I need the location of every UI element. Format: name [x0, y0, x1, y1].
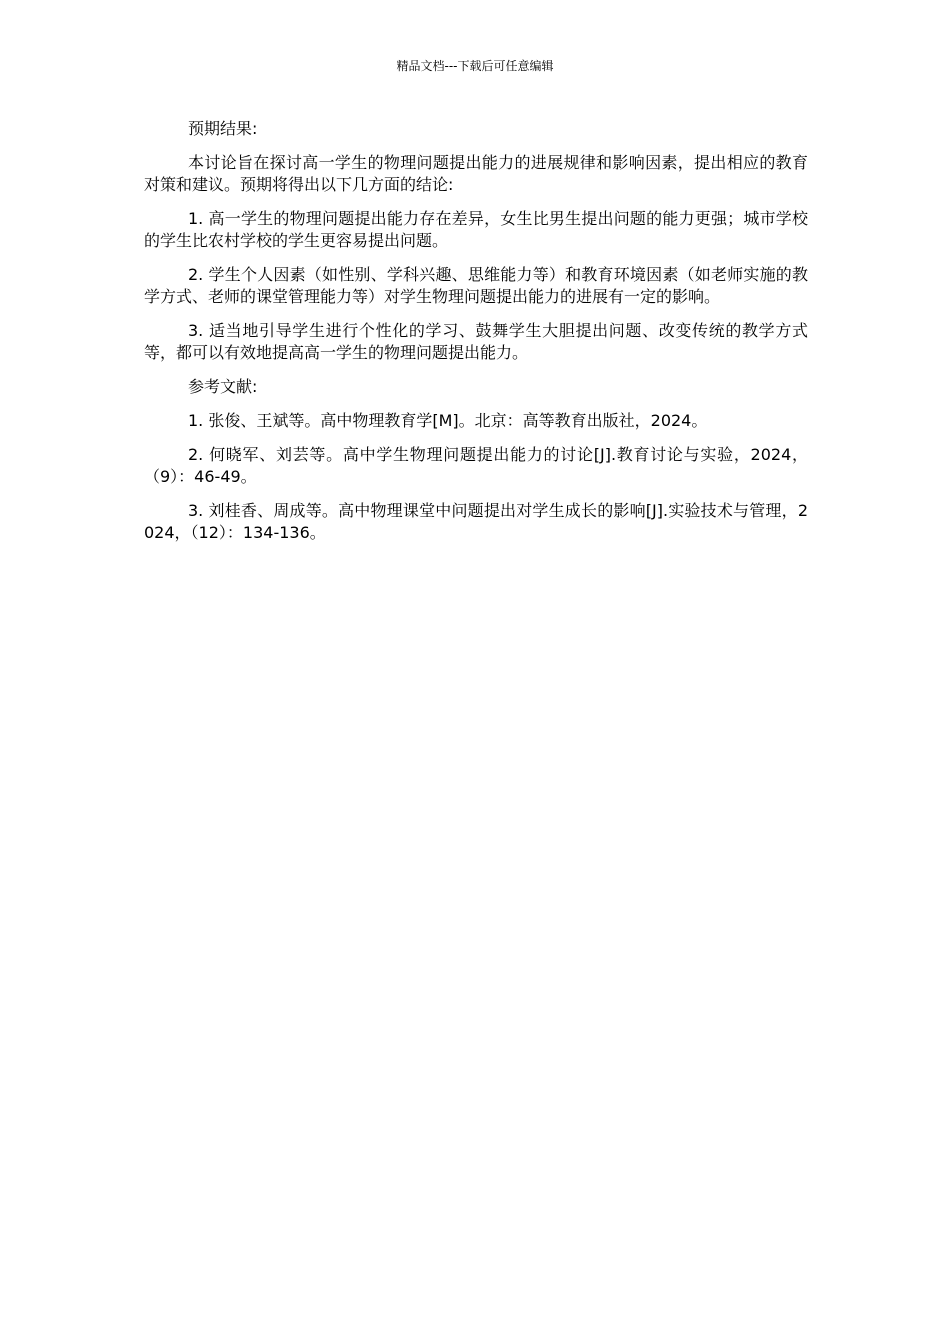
- conclusion-item-2: 2. 学生个人因素（如性别、学科兴趣、思维能力等）和教育环境因素（如老师实施的教学方式、老师的课堂管理能力等）对学生物理问题提出能力的进展有一定的影响。: [144, 265, 808, 306]
- reference-item-1: 1. 张俊、王斌等。高中物理教育学[M]。北京：高等教育出版社，2024。: [188, 411, 708, 430]
- conclusion-item-3: 3. 适当地引导学生进行个性化的学习、鼓舞学生大胆提出问题、改变传统的教学方式等，都可以有效地提高高一学生的物理问题提出能力。: [144, 321, 808, 362]
- expected-results-intro: 本讨论旨在探讨高一学生的物理问题提出能力的进展规律和影响因素，提出相应的教育对策和建议。预期将得出以下几方面的结论:: [144, 153, 808, 194]
- reference-item-2: 2. 何晓军、刘芸等。高中学生物理问题提出能力的讨论[J].教育讨论与实验，2024，（9）：46-49。: [144, 445, 808, 486]
- document-body: [144, 118, 808, 556]
- references-heading: 参考文献:: [188, 377, 258, 396]
- expected-results-heading: 预期结果:: [188, 119, 258, 138]
- page-header: 精品文档---下载后可任意编辑: [396, 59, 554, 73]
- reference-item-3: 3. 刘桂香、周成等。高中物理课堂中问题提出对学生成长的影响[J].实验技术与管理，2024，（12）：134-136。: [144, 501, 808, 542]
- conclusion-item-1: 1. 高一学生的物理问题提出能力存在差异，女生比男生提出问题的能力更强；城市学校的学生比农村学校的学生更容易提出问题。: [144, 209, 808, 250]
